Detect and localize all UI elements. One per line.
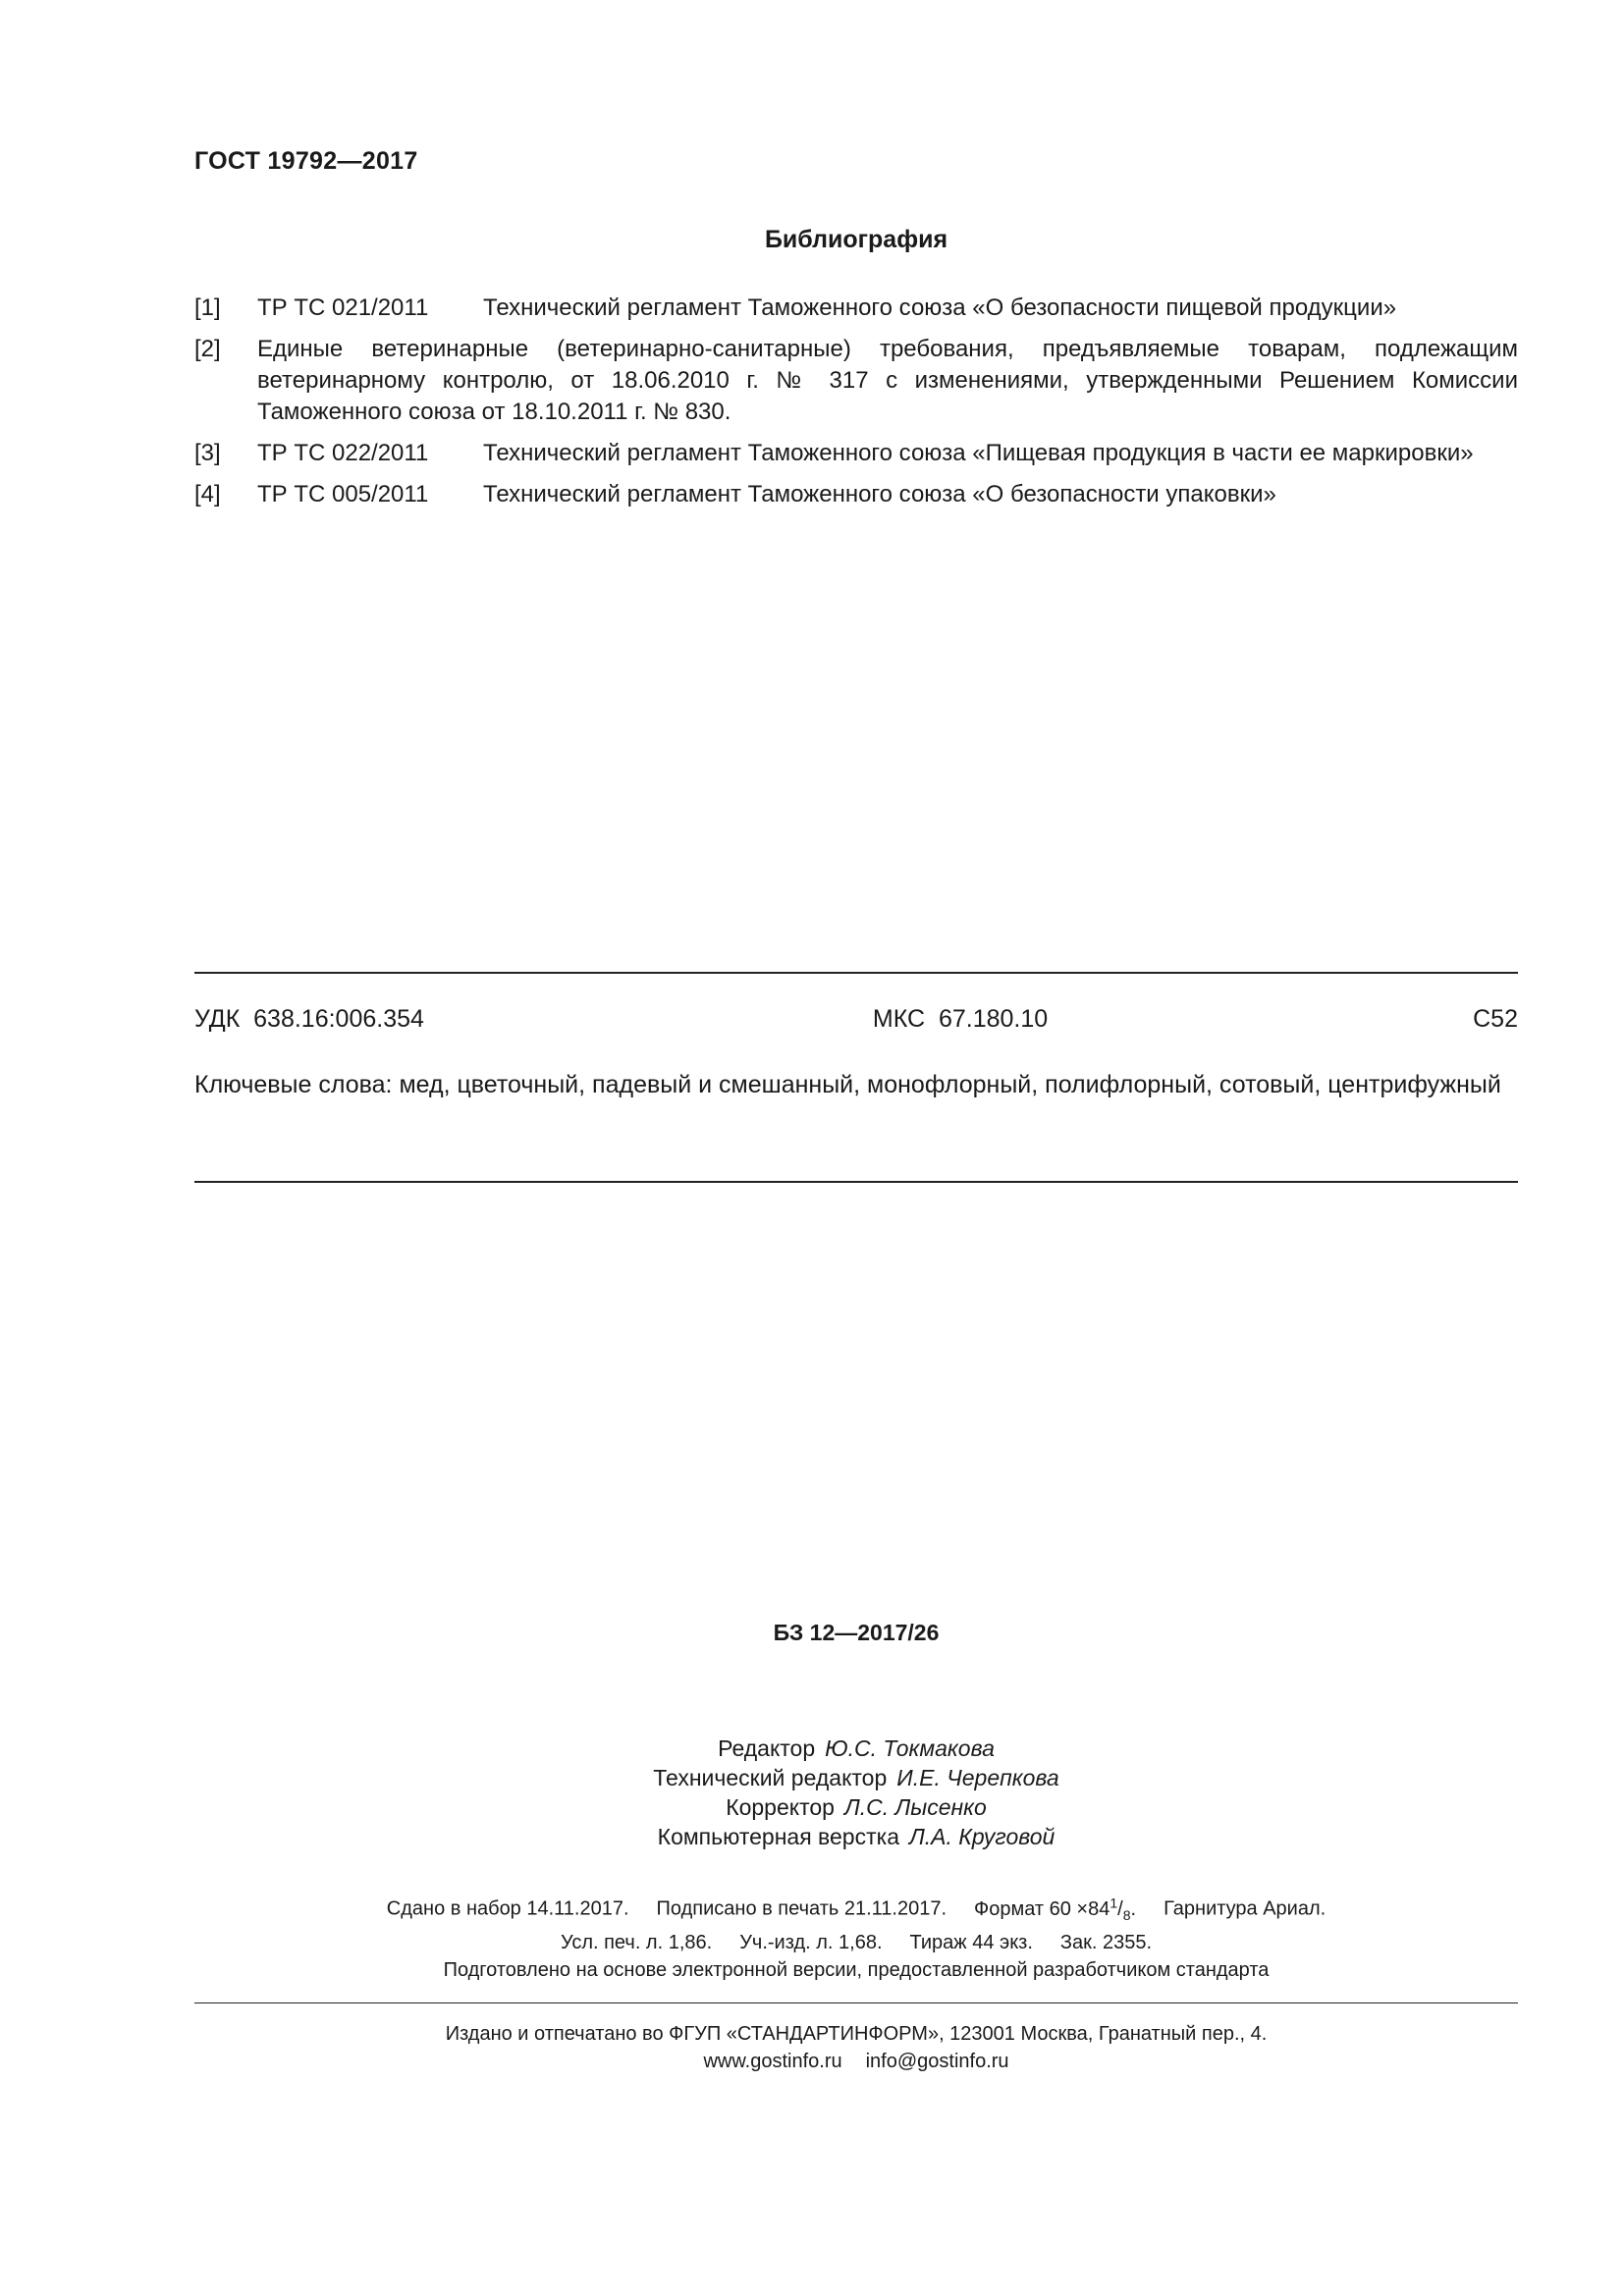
imprint-line-2 <box>194 1929 1518 1956</box>
bibliography-item-number: [1] <box>194 294 221 321</box>
classification-row <box>194 1005 1518 1034</box>
credit-role: Корректор <box>726 1794 835 1820</box>
bibliography-item-4 <box>194 479 1518 510</box>
bibliography-item-3 <box>194 438 1518 469</box>
bibliography-item-code: ТР ТС 022/2011 <box>257 440 429 466</box>
top-divider <box>194 972 1518 974</box>
credit-name: И.Е. Черепкова <box>896 1765 1059 1790</box>
format-denominator: 8 <box>1122 1906 1131 1923</box>
email-link[interactable]: info@gostinfo.ru <box>865 2051 1009 2072</box>
publisher-line: Издано и отпечатано во ФГУП «СТАНДАРТИНФОРМ», 123001 Москва, Гранатный пер., 4. <box>445 2023 1268 2045</box>
standard-header: ГОСТ 19792—2017 <box>194 147 418 175</box>
credit-role: Технический редактор <box>653 1765 888 1790</box>
bibliography-item-1 <box>194 293 1518 324</box>
credit-role: Редактор <box>718 1735 816 1761</box>
keywords: Ключевые слова: мед, цветочный, падевый и смешанный, монофлорный, полифлорный, сотовый, центрифужный <box>194 1071 1501 1098</box>
format-suffix: . <box>1130 1897 1137 1920</box>
submitted-date: Сдано в набор 14.11.2017. <box>386 1897 629 1920</box>
publisher <box>194 2020 1518 2075</box>
bibliography-item-2 <box>194 334 1518 428</box>
credit-line <box>194 1792 1518 1822</box>
mks-code: МКС 67.180.10 <box>872 1005 1049 1033</box>
okp-code: С52 <box>1473 1005 1518 1033</box>
bibliography-item-text: Единые ветеринарные (ветеринарно-санитарные) требования, предъявляемые товарам, подлежащим ветеринарному контролю, от 18.06.2010 г. № 317 с изменениями, утвержденными Решением Комиссии Таможенного союза от 18.10.2011 г. № 830. <box>257 336 1518 425</box>
credit-name: Л.С. Лысенко <box>843 1794 987 1820</box>
imprint <box>194 1889 1518 1984</box>
bibliography-item-text: Технический регламент Таможенного союза «О безопасности упаковки» <box>483 481 1276 507</box>
bibliography-item-number: [4] <box>194 481 221 507</box>
bibliography-item-number: [3] <box>194 440 221 466</box>
bibliography-item-text: Технический регламент Таможенного союза «Пищевая продукция в части ее маркировки» <box>483 440 1474 466</box>
imprint-note: Подготовлено на основе электронной версии, предоставленной разработчиком стандарта <box>443 1958 1270 1981</box>
bibliography-item-number: [2] <box>194 336 221 362</box>
format-numerator: 1 <box>1110 1895 1118 1910</box>
print-run: Тираж 44 экз. <box>909 1931 1033 1953</box>
format-prefix: Формат 60 ×84 <box>974 1897 1110 1920</box>
imprint-line-1 <box>194 1889 1518 1929</box>
bibliography-list <box>194 293 1518 520</box>
bibliography-item-code: ТР ТС 005/2011 <box>257 481 429 507</box>
bottom-divider <box>194 1181 1518 1183</box>
order-number: Зак. 2355. <box>1059 1931 1153 1953</box>
credit-line <box>194 1734 1518 1763</box>
paper-format: Формат $60 \times 84^1/_8$. <box>974 1895 1137 1923</box>
credit-name: Ю.С. Токмакова <box>825 1735 995 1761</box>
credit-line <box>194 1763 1518 1792</box>
bz-number: БЗ 12—2017/26 <box>773 1620 940 1645</box>
credit-role: Компьютерная верстка <box>657 1824 899 1849</box>
bibliography-item-text: Технический регламент Таможенного союза «О безопасности пищевой продукции» <box>483 294 1397 321</box>
credit-name: Л.А. Круговой <box>909 1824 1056 1849</box>
publisher-sheets: Уч.-изд. л. 1,68. <box>739 1931 883 1953</box>
publisher-contacts <box>194 2048 1518 2075</box>
signed-date: Подписано в печать 21.11.2017. <box>656 1897 947 1920</box>
publisher-divider <box>194 2002 1518 2003</box>
udk-code: УДК 638.16:006.354 <box>194 1005 424 1033</box>
credits <box>194 1734 1518 1851</box>
typeface: Гарнитура Ариал. <box>1164 1897 1326 1920</box>
bibliography-title: Библиография <box>764 226 948 253</box>
website-link[interactable]: www.gostinfo.ru <box>703 2051 842 2072</box>
credit-line <box>194 1822 1518 1851</box>
print-sheets: Усл. печ. л. 1,86. <box>560 1931 713 1953</box>
bibliography-item-code: ТР ТС 021/2011 <box>257 294 429 321</box>
